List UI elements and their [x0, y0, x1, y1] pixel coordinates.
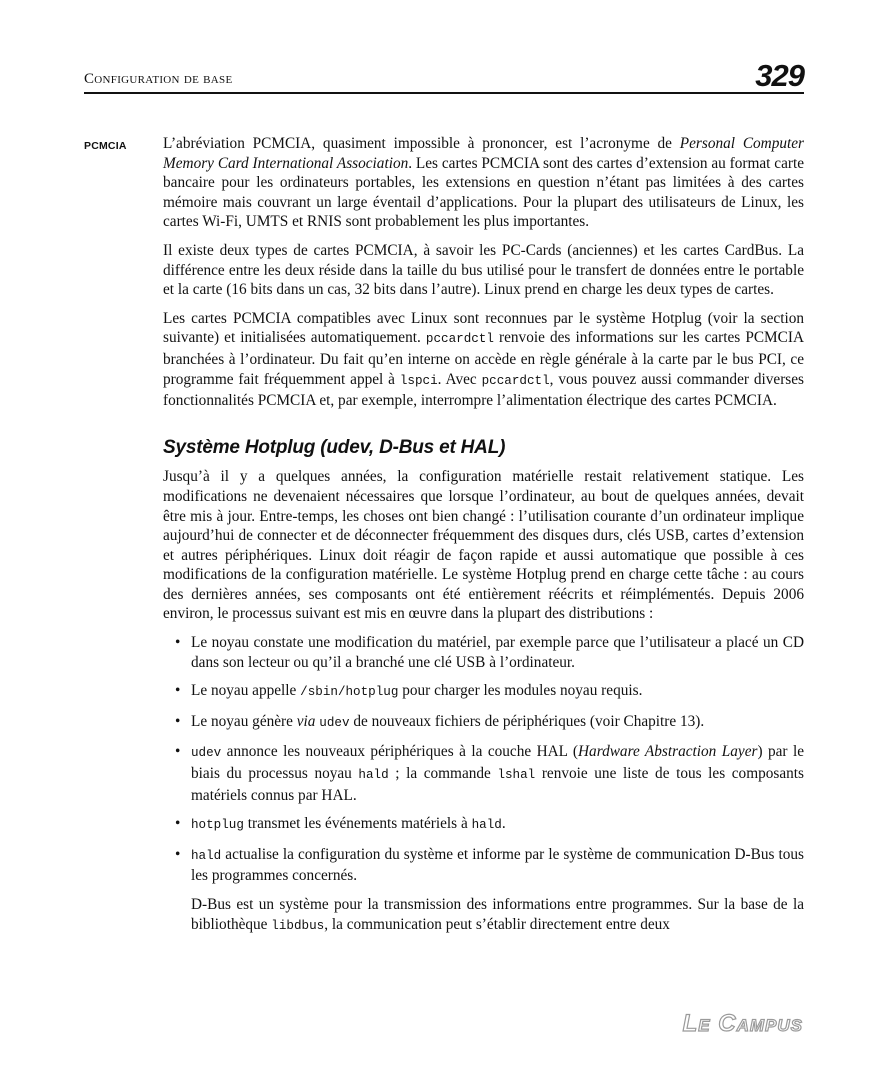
publisher-logo: Le Campus — [682, 1010, 803, 1037]
list-item: • udev annonce les nouveaux périphériques à la couche HAL (Hardware Abstraction Layer) par le biais du processus noyau hald ; la commande lshal renvoie une liste de tous les composants matériels connus par HAL. — [175, 743, 804, 804]
list-item: • hald actualise la configuration du système et informe par le système de communication D-Bus tous les programmes concernés. — [175, 845, 804, 885]
list-item: • Le noyau appelle /sbin/hotplug pour charger les modules noyau requis. — [175, 682, 643, 700]
paragraph-dbus: D-Bus est un système pour la transmission des informations entre programmes. Sur la base de la bibliothèque libdbus, la communication peut s’établir directement entre deux — [191, 896, 804, 933]
bullet-icon: • — [175, 682, 181, 700]
bullet-icon: • — [175, 845, 181, 863]
bullet-list — [163, 633, 804, 886]
bullet-icon: • — [175, 743, 181, 761]
paragraph-hotplug-intro: Jusqu’à il y a quelques années, la configuration matérielle restait relativement statique. Les modifications ne devenaient nécessaires que lorsque l’ordinateur, au bout de quelques années, devait être mis à jour. Entre-temps, les choses ont bien changé : l’utilisation courante d’un ordinateur implique aujourd’hui de connecter et de déconnecter fréquemment des disques durs, clés USB, cartes d’extension et autres périphériques. Linux doit réagir de façon rapide et aussi automatique que possible à ces modifications de la configuration matérielle. Le système Hotplug prend en charge cette tâche : au cours des dernières années, ses composants ont été entièrement réécrits et réimplémentés. Depuis 2006 environ, le processus suivant est mis en œuvre dans la plupart des distributions : — [163, 468, 804, 623]
list-item: • Le noyau génère via udev de nouveaux fichiers de périphériques (voir Chapitre 13). — [175, 712, 705, 730]
page-number: 329 — [755, 58, 804, 93]
section-heading-hotplug: Système Hotplug (udev, D-Bus et HAL) — [163, 436, 506, 458]
paragraph-pcmcia-intro: L’abréviation PCMCIA, quasiment impossible à prononcer, est l’acronyme de Personal Computer Memory Card International Association. Les cartes PCMCIA sont des cartes d’extension au format carte bancaire pour les ordinateurs portables, les extensions en question n’étant pas limitées à des cartes mémoire mais couvrant un large éventail d’applications. Pour la plupart des utilisateurs de Linux, les cartes Wi-Fi, UMTS et RNIS sont probablement les plus importantes. — [163, 135, 805, 231]
paragraph-pcmcia-types: Il existe deux types de cartes PCMCIA, à savoir les PC-Cards (anciennes) et les cartes CardBus. La différence entre les deux réside dans la taille du bus utilisé pour le transfert de données entre le portable et la carte (16 bits dans un cas, 32 bits dans l’autre). Linux prend en charge les deux types de cartes. — [163, 241, 804, 299]
bullet-icon: • — [175, 815, 181, 833]
header-rule — [84, 92, 804, 94]
margin-note: PCMCIA — [84, 140, 127, 152]
body-text — [163, 134, 804, 945]
paragraph-pcmcia-linux: Les cartes PCMCIA compatibles avec Linux sont reconnues par le système Hotplug (voir la section suivante) et initialisées automatiquement. pccardctl renvoie des informations sur les cartes PCMCIA branchées à l’ordinateur. Du fait qu’en interne on accède en règle générale à la carte par le bus PCI, ce programme fait fréquemment appel à lspci. Avec pccardctl, vous pouvez aussi commander diverses fonctionnalités PCMCIA et, par exemple, interrompre l’alimentation électrique des cartes PCMCIA. — [163, 309, 804, 410]
bullet-icon: • — [175, 712, 181, 730]
bullet-icon: • — [175, 634, 181, 652]
running-head — [84, 58, 804, 94]
running-title: Configuration de base — [84, 71, 233, 87]
list-item: • Le noyau constate une modification du matériel, par exemple parce que l’utilisateur a placé un CD dans son lecteur ou qu’il a branché une clé USB à l’ordinateur. — [175, 634, 804, 671]
list-item: • hotplug transmet les événements matériels à hald. — [175, 815, 506, 833]
